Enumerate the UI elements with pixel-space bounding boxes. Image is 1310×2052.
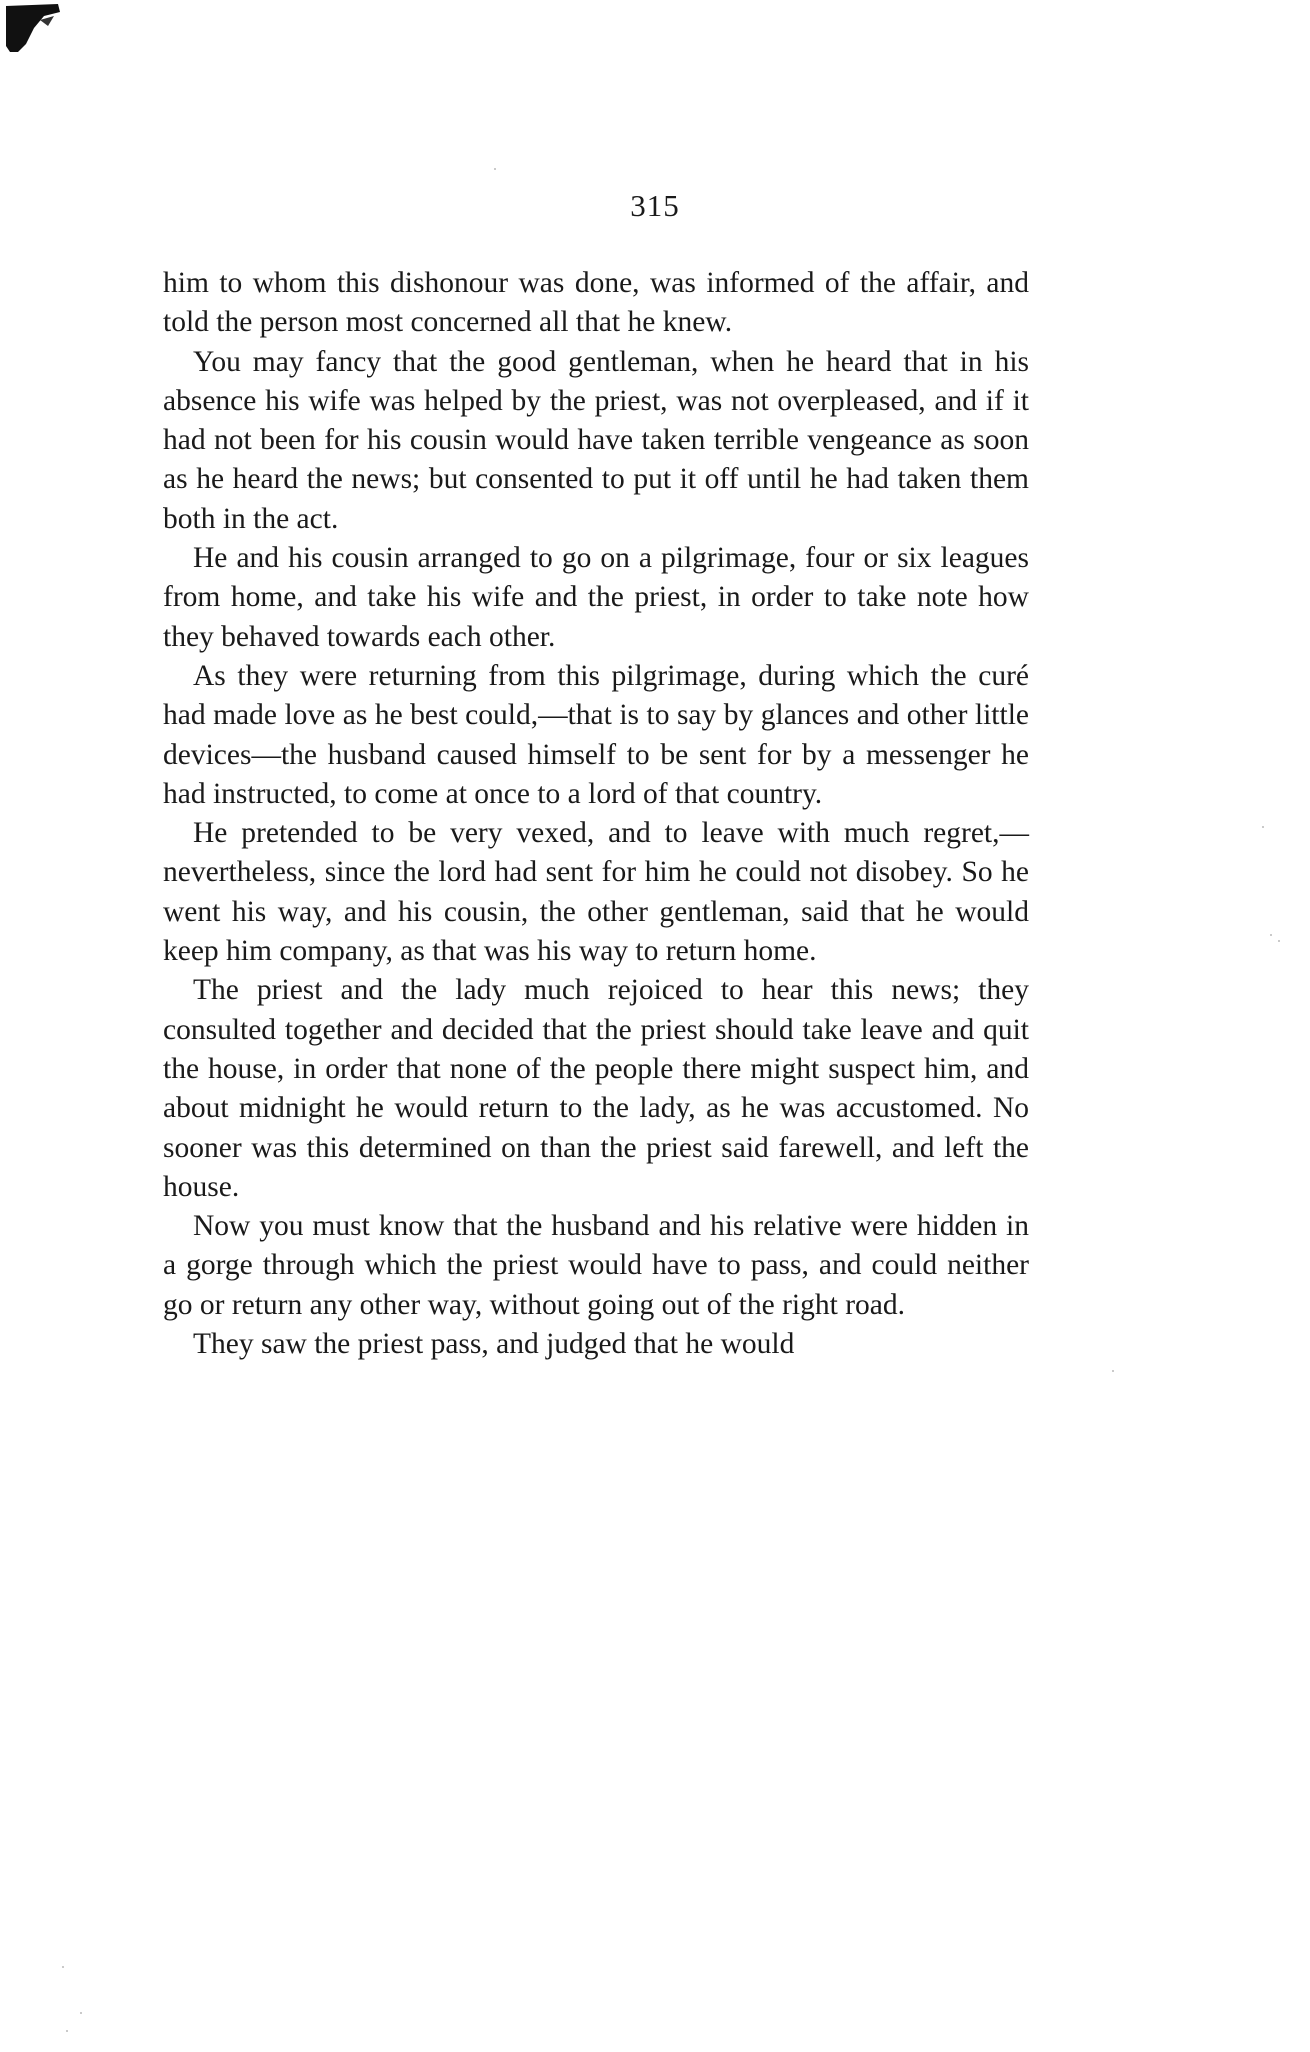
paragraph: As they were returning from this pilgrimage, during which the curé had made love as he best could,—that is to say by glances and other little devices—the husband caused himself to be sent for by a messenger he had instructed, to come at once to a lord of that country. [163, 659, 1029, 810]
body-text [163, 264, 1029, 1364]
paragraph: He and his cousin arranged to go on a pilgrimage, four or six leagues from home, and take his wife and the priest, in order to take note how they behaved towards each other. [163, 542, 1029, 653]
paper-speck [494, 168, 496, 170]
paragraph: He pretended to be very vexed, and to leave with much regret,—nevertheless, since the lord had sent for him he could not disobey. So he went his way, and his cousin, the other gentleman, said that he would keep him company, as that was his way to return home. [163, 817, 1029, 968]
paragraph: him to whom this dishonour was done, was informed of the affair, and told the person most concerned all that he knew. [163, 267, 1029, 339]
paragraph: They saw the priest pass, and judged that he would [193, 1328, 795, 1361]
paper-speck [66, 2030, 68, 2032]
paper-speck [1278, 940, 1280, 942]
paper-speck [1112, 1370, 1114, 1372]
paragraph: The priest and the lady much rejoiced to hear this news; they consulted together and decided that the priest should take leave and quit the house, in order that none of the people there might suspect him, and about midnight he would return to the lady, as he was accustomed. No sooner was this determined on than the priest said farewell, and left the house. [163, 974, 1029, 1203]
paper-speck [1270, 934, 1272, 936]
paper-speck [62, 1966, 64, 1968]
paper-speck [1262, 826, 1264, 828]
paragraph: You may fancy that the good gentleman, when he heard that in his absence his wife was helped by the priest, was not overpleased, and if it had not been for his cousin would have taken terrible vengeance as soon as he heard the news; but consented to put it off until he had taken them both in the act. [163, 345, 1029, 535]
paragraph: Now you must know that the husband and his relative were hidden in a gorge through which the priest would have to pass, and could neither go or return any other way, without going out of the right road. [163, 1210, 1029, 1321]
page-number: 315 [630, 188, 680, 223]
scan-corner-mark [4, 2, 62, 54]
paper-speck [80, 2012, 82, 2014]
